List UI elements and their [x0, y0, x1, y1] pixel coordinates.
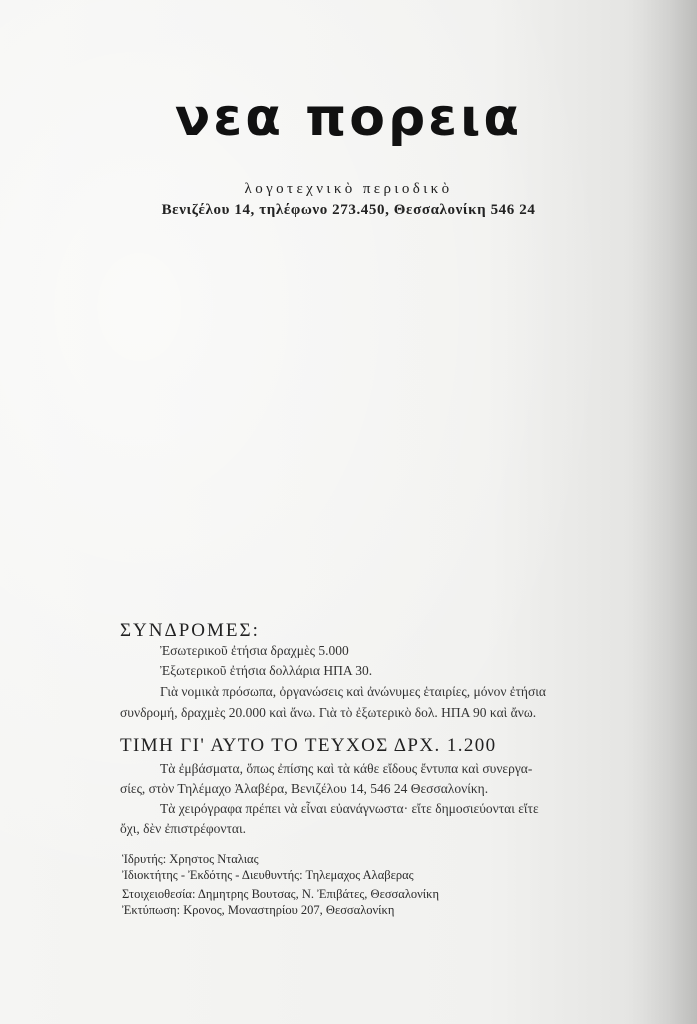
- issue-price-heading: ΤΙΜΗ ΓΙ' ΑΥΤΟ ΤΟ ΤΕΥΧΟΣ ΔΡΧ. 1.200: [120, 735, 497, 756]
- masthead-title: νεα πορεια: [174, 88, 523, 148]
- masthead-subtitle: λογοτεχνικὸ περιοδικὸ: [244, 181, 453, 197]
- subscriptions-heading: ΣΥΝΔΡΟΜΕΣ:: [120, 620, 260, 641]
- remittance-line: Τὰ ἐμβάσματα, ὅπως ἐπίσης καὶ τὰ κάθε εἴδους ἔντυπα καὶ συνεργα-: [160, 761, 533, 776]
- subscription-line-legal-entities-cont: συνδρομή, δραχμὲς 20.000 καὶ ἄνω. Γιὰ τὸ ἐξωτερικὸ δολ. ΗΠΑ 90 καὶ ἄνω.: [120, 705, 537, 720]
- credit-owner-publisher: Ἰδιοκτήτης - Ἐκδότης - Διευθυντής: Τηλεμαχος Αλαβερας: [122, 868, 414, 882]
- remittance-line-cont: σίες, στὸν Τηλέμαχο Ἀλαβέρα, Βενιζέλου 14, 546 24 Θεσσαλονίκη.: [120, 781, 489, 796]
- credit-founder: Ἱδρυτής: Χρηστος Νταλιας: [122, 852, 259, 866]
- page-edge-shadow: [627, 0, 697, 1024]
- masthead-address: Βενιζέλου 14, τηλέφωνο 273.450, Θεσσαλονίκη 546 24: [161, 202, 536, 218]
- subscription-line-legal-entities: Γιὰ νομικὰ πρόσωπα, ὀργανώσεις καὶ ἀνώνυμες ἑταιρίες, μόνον ἐτήσια: [160, 684, 546, 699]
- subscription-line-domestic: Ἐσωτερικοῦ ἐτήσια δραχμὲς 5.000: [160, 643, 349, 658]
- credit-printing: Ἐκτύπωση: Κρονος, Μοναστηρίου 207, Θεσσαλονίκη: [122, 903, 395, 917]
- manuscripts-line: Τὰ χειρόγραφα πρέπει νὰ εἶναι εὐανάγνωστα· εἴτε δημοσιεύονται εἴτε: [160, 801, 539, 816]
- manuscripts-line-cont: ὄχι, δὲν ἐπιστρέφονται.: [120, 821, 247, 836]
- credit-typesetting: Στοιχειοθεσία: Δημητρης Βουτσας, Ν. Ἐπιβάτες, Θεσσαλονίκη: [122, 887, 440, 901]
- subscription-line-foreign: Ἐξωτερικοῦ ἐτήσια δολλάρια ΗΠΑ 30.: [160, 663, 373, 678]
